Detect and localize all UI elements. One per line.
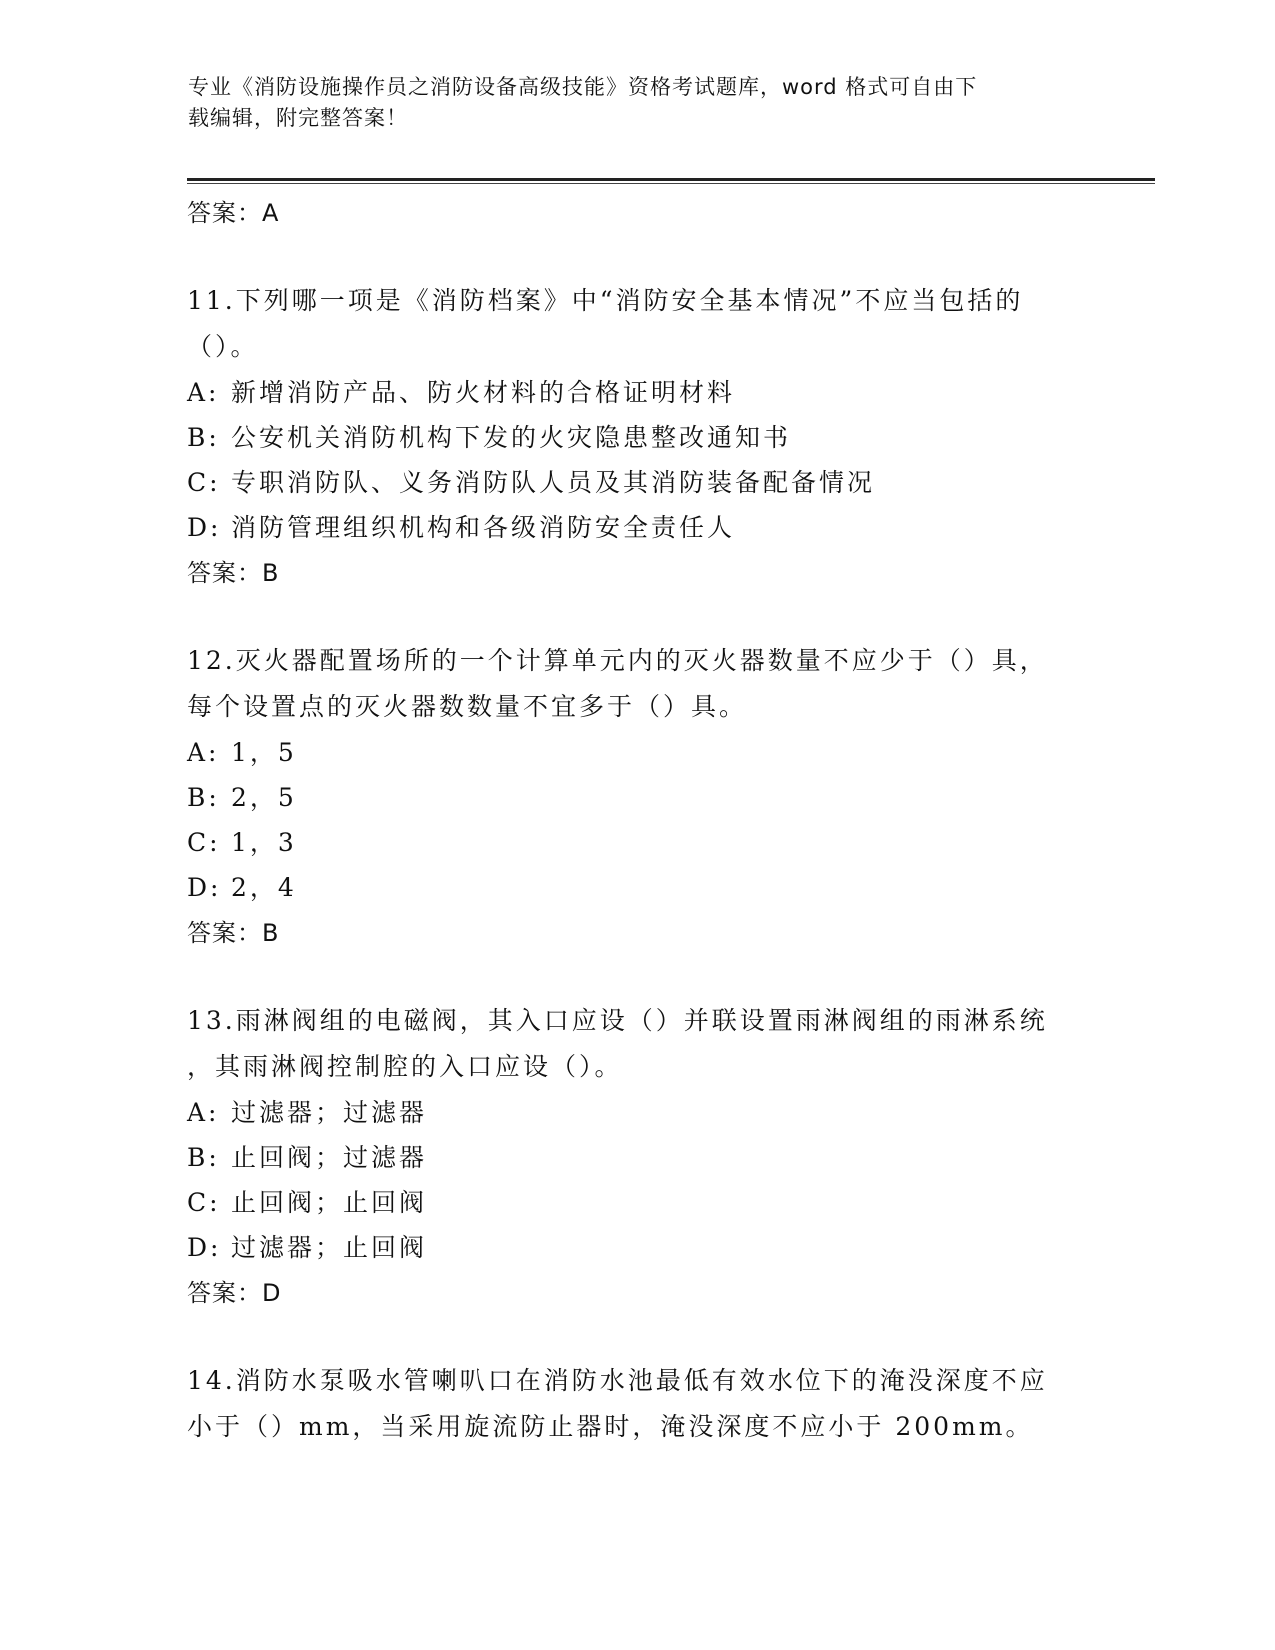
option-key: D: [187, 1233, 222, 1262]
option-key: D: [187, 873, 222, 902]
option-text: 过滤器；过滤器 [231, 1098, 428, 1127]
question-list [187, 190, 1087, 1450]
question-text-line: 14.消防水泵吸水管喇叭口在消防水池最低有效水位下的淹没深度不应 [187, 1366, 1048, 1395]
option-key: C: [187, 828, 221, 857]
header-divider [187, 178, 1155, 181]
question-text-line: （）。 [187, 332, 259, 361]
option-text: 过滤器；止回阀 [231, 1233, 428, 1262]
option-c [187, 1180, 1087, 1225]
option-key: B: [187, 783, 220, 812]
option-text: 1，5 [231, 738, 297, 767]
question-block [187, 1358, 1087, 1450]
answer-line: 答案：B [187, 559, 280, 587]
option-key: D: [187, 513, 222, 542]
option-d [187, 865, 1087, 910]
option-text: 1，3 [231, 828, 297, 857]
option-b [187, 775, 1087, 820]
option-c [187, 820, 1087, 865]
option-text: 止回阀；止回阀 [231, 1188, 428, 1217]
option-key: C: [187, 468, 221, 497]
option-key: C: [187, 1188, 221, 1217]
header-line-1: 专业《消防设施操作员之消防设备高级技能》资格考试题库，word 格式可自由下 [188, 75, 978, 99]
option-d [187, 505, 1087, 550]
answer-line: 答案：D [187, 1279, 282, 1307]
option-text: 2，5 [231, 783, 297, 812]
question-text-line: ，其雨淋阀控制腔的入口应设（）。 [187, 1052, 623, 1081]
answer-line: 答案：B [187, 919, 280, 947]
option-key: B: [187, 423, 220, 452]
question-text-line: 13.雨淋阀组的电磁阀，其入口应设（）并联设置雨淋阀组的雨淋系统 [187, 1006, 1048, 1035]
option-key: A: [187, 378, 220, 407]
question-text [187, 278, 1087, 370]
option-text: 2，4 [231, 873, 297, 902]
answer-line: 答案：A [187, 199, 280, 227]
question-text [187, 638, 1087, 730]
option-c [187, 460, 1087, 505]
option-b [187, 415, 1087, 460]
question-text-line: 每个设置点的灭火器数数量不宜多于（）具。 [187, 692, 748, 721]
option-text: 公安机关消防机构下发的火灾隐患整改通知书 [231, 423, 792, 452]
question-text-line: 小于（）mm，当采用旋流防止器时，淹没深度不应小于 200mm。 [187, 1412, 1034, 1441]
option-key: B: [187, 1143, 220, 1172]
document-header [188, 72, 1078, 134]
option-d [187, 1225, 1087, 1270]
option-key: A: [187, 1098, 220, 1127]
header-divider-thin [187, 183, 1155, 184]
option-a [187, 370, 1087, 415]
option-text: 新增消防产品、防火材料的合格证明材料 [231, 378, 736, 407]
question-block [187, 638, 1087, 956]
question-text [187, 1358, 1087, 1450]
question-text-line: 11.下列哪一项是《消防档案》中“消防安全基本情况”不应当包括的 [187, 286, 1024, 315]
question-text [187, 998, 1087, 1090]
option-a [187, 1090, 1087, 1135]
option-a [187, 730, 1087, 775]
option-key: A: [187, 738, 220, 767]
option-text: 止回阀；过滤器 [231, 1143, 428, 1172]
option-b [187, 1135, 1087, 1180]
option-text: 专职消防队、义务消防队人员及其消防装备配备情况 [231, 468, 876, 497]
question-block [187, 998, 1087, 1316]
question-block [187, 278, 1087, 596]
header-line-2: 载编辑，附完整答案！ [188, 106, 408, 130]
option-text: 消防管理组织机构和各级消防安全责任人 [231, 513, 736, 542]
question-text-line: 12.灭火器配置场所的一个计算单元内的灭火器数量不应少于（）具， [187, 646, 1048, 675]
